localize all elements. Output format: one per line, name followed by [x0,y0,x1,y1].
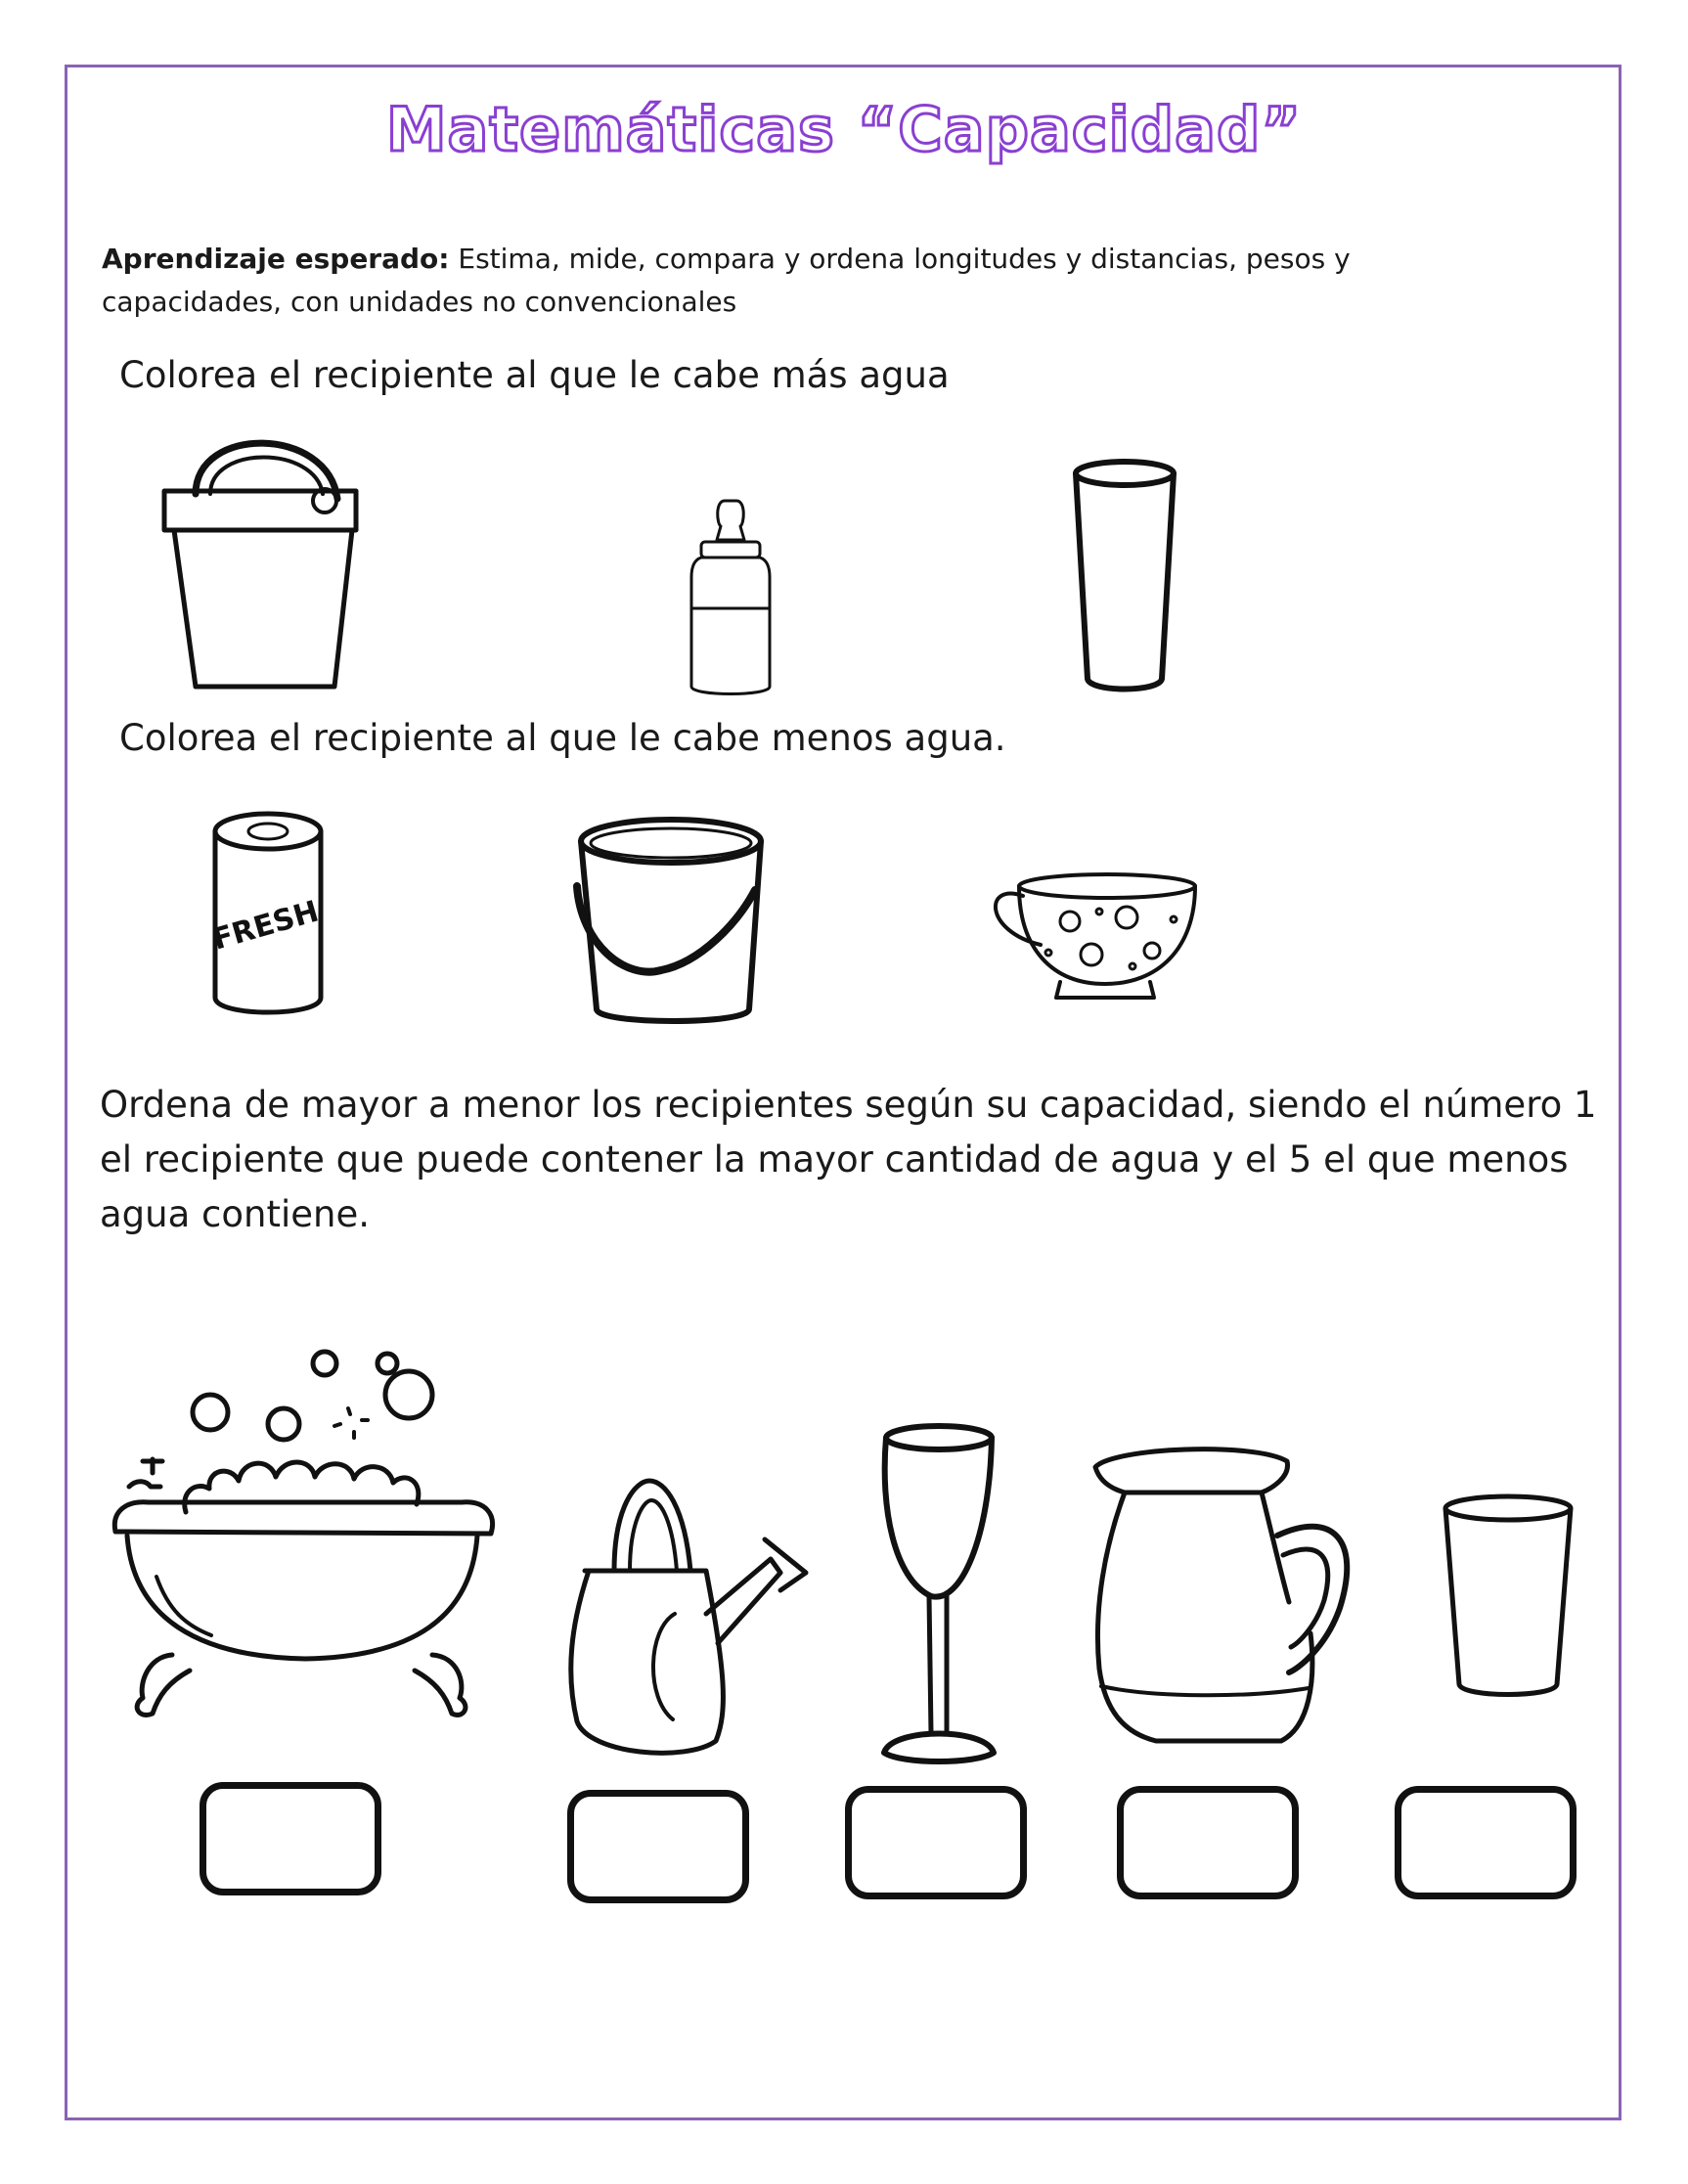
answer-box-2[interactable] [567,1790,749,1903]
bucket-icon [156,411,372,694]
tall-glass-icon [1070,458,1179,696]
exercise2-instruction: Colorea el recipiente al que le cabe menos agua. [119,717,1006,759]
objective-text: Estima, mide, compara y ordena longitudes y distancias, pesos y capacidades, con unidades no convencionales [102,243,1351,318]
pail-icon [565,816,771,1027]
glass-icon [1438,1493,1578,1702]
learning-objective [102,238,1530,324]
watering-can-icon [559,1477,808,1762]
answer-box-3[interactable] [845,1786,1027,1899]
wine-glass-icon [878,1422,999,1768]
teacup-icon [990,872,1199,1005]
objective-label: Aprendizaje esperado: [102,243,450,275]
answer-box-4[interactable] [1117,1786,1299,1899]
baby-bottle-icon [688,497,774,700]
answer-box-5[interactable] [1395,1786,1577,1899]
answer-box-1[interactable] [200,1782,381,1895]
exercise3-instruction: Ordena de mayor a menor los recipientes según su capacidad, siendo el número 1 el recipiente que puede contener la mayor cantidad de agua y el 5 el que menos agua contiene. [100,1084,1597,1235]
pitcher-icon [1086,1438,1354,1751]
soda-can-icon [209,810,327,1023]
can-label: FRESH [208,894,323,958]
exercise1-instruction: Colorea el recipiente al que le cabe más agua [119,354,950,396]
page-title: Matemáticas “Capacidad” [385,94,1303,165]
bathtub-icon [110,1344,501,1764]
